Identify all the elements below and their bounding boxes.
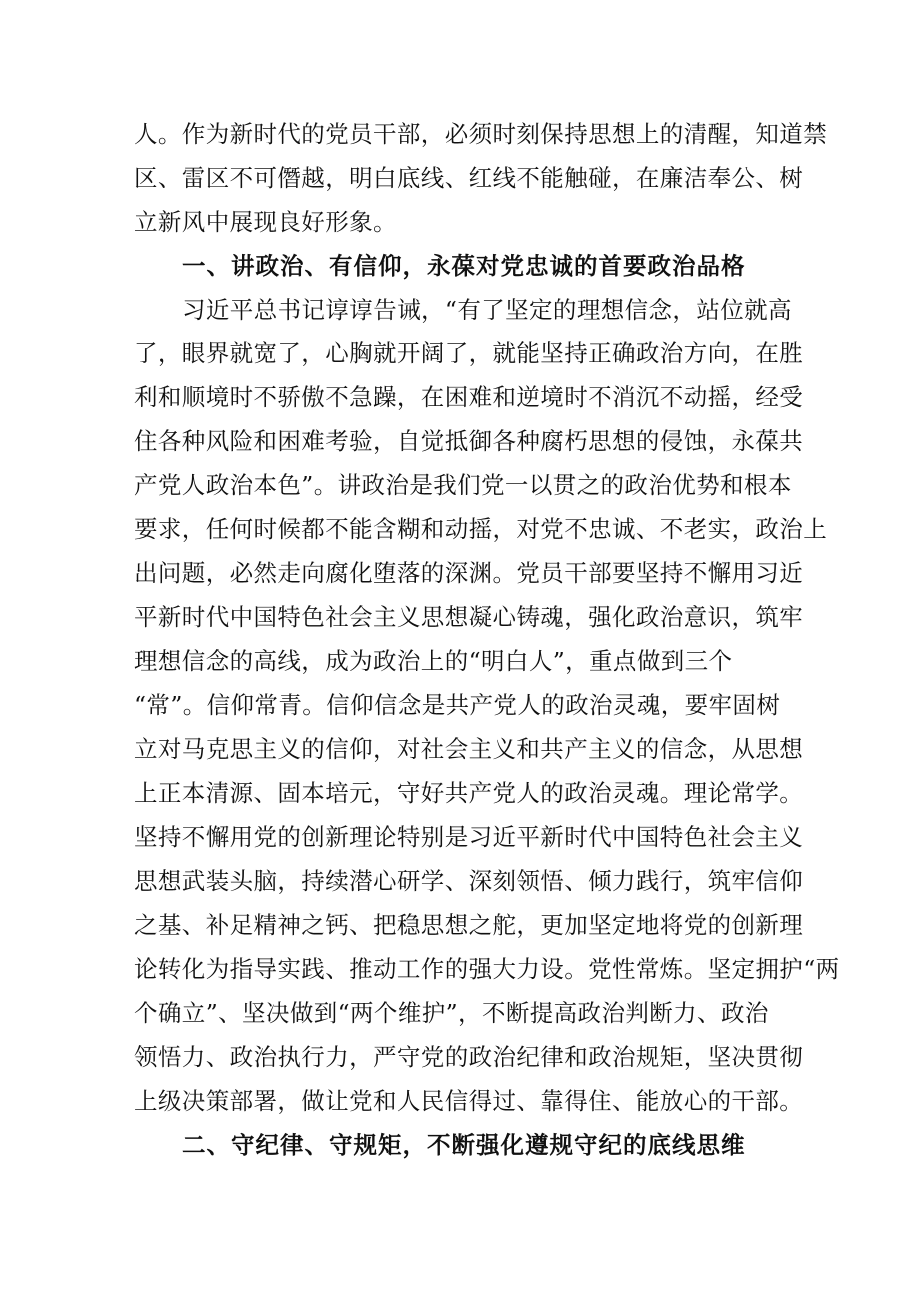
- body-text-line: 出问题，必然走向腐化堕落的深渊。党员干部要坚持不懈用习近: [134, 559, 804, 587]
- body-text-line: 了，眼界就宽了，心胸就开阔了，就能坚持正确政治方向，在胜: [134, 339, 804, 367]
- body-text-line: 产党人政治本色”。讲政治是我们党一以贯之的政治优势和根本: [134, 471, 792, 499]
- body-text-line: 习近平总书记谆谆告诫，“有了坚定的理想信念，站位就高: [182, 296, 792, 324]
- body-text-line: 立新风中展现良好形象。: [134, 208, 397, 236]
- body-text-line: 之基、补足精神之钙、把稳思想之舵，更加坚定地将党的创新理: [134, 911, 804, 939]
- body-text-line: 上级决策部署，做让党和人民信得过、靠得住、能放心的干部。: [134, 1087, 804, 1115]
- body-text-line: 利和顺境时不骄傲不急躁，在困难和逆境时不消沉不动摇，经受: [134, 383, 804, 411]
- body-text-line: 区、雷区不可僭越，明白底线、红线不能触碰，在廉洁奉公、树: [134, 164, 804, 192]
- body-text-line: 立对马克思主义的信仰，对社会主义和共产主义的信念，从思想: [134, 735, 804, 763]
- body-text-line: 平新时代中国特色社会主义思想凝心铸魂，强化政治意识，筑牢: [134, 603, 804, 631]
- section-heading-1: 一、讲政治、有信仰，永葆对党忠诚的首要政治品格: [182, 252, 746, 280]
- body-text-line: 个确立”、坚决做到“两个维护”，不断提高政治判断力、政治: [134, 999, 769, 1027]
- body-text-line: 人。作为新时代的党员干部，必须时刻保持思想上的清醒，知道禁: [134, 120, 828, 148]
- body-text-line: 理想信念的高线，成为政治上的“明白人”，重点做到三个: [134, 647, 733, 675]
- body-text-line: 思想武装头脑，持续潜心研学、深刻领悟、倾力践行，筑牢信仰: [134, 867, 804, 895]
- body-text-line: 住各种风险和困难考验，自觉抵御各种腐朽思想的侵蚀，永葆共: [134, 427, 804, 455]
- body-text-line: 领悟力、政治执行力，严守党的政治纪律和政治规矩，坚决贯彻: [134, 1043, 804, 1071]
- body-text-line: 上正本清源、固本培元，守好共产党人的政治灵魂。理论常学。: [134, 779, 804, 807]
- body-text-line: “常”。信仰常青。信仰信念是共产党人的政治灵魂，要牢固树: [134, 691, 781, 719]
- body-text-line: 坚持不懈用党的创新理论特别是习近平新时代中国特色社会主义: [134, 823, 804, 851]
- body-text-line: 论转化为指导实践、推动工作的强大力设。党性常炼。坚定拥护“两: [134, 955, 840, 983]
- section-heading-2: 二、守纪律、守规矩，不断强化遵规守纪的底线思维: [182, 1131, 746, 1159]
- body-text-line: 要求，任何时候都不能含糊和动摇，对党不忠诚、不老实，政治上: [134, 515, 828, 543]
